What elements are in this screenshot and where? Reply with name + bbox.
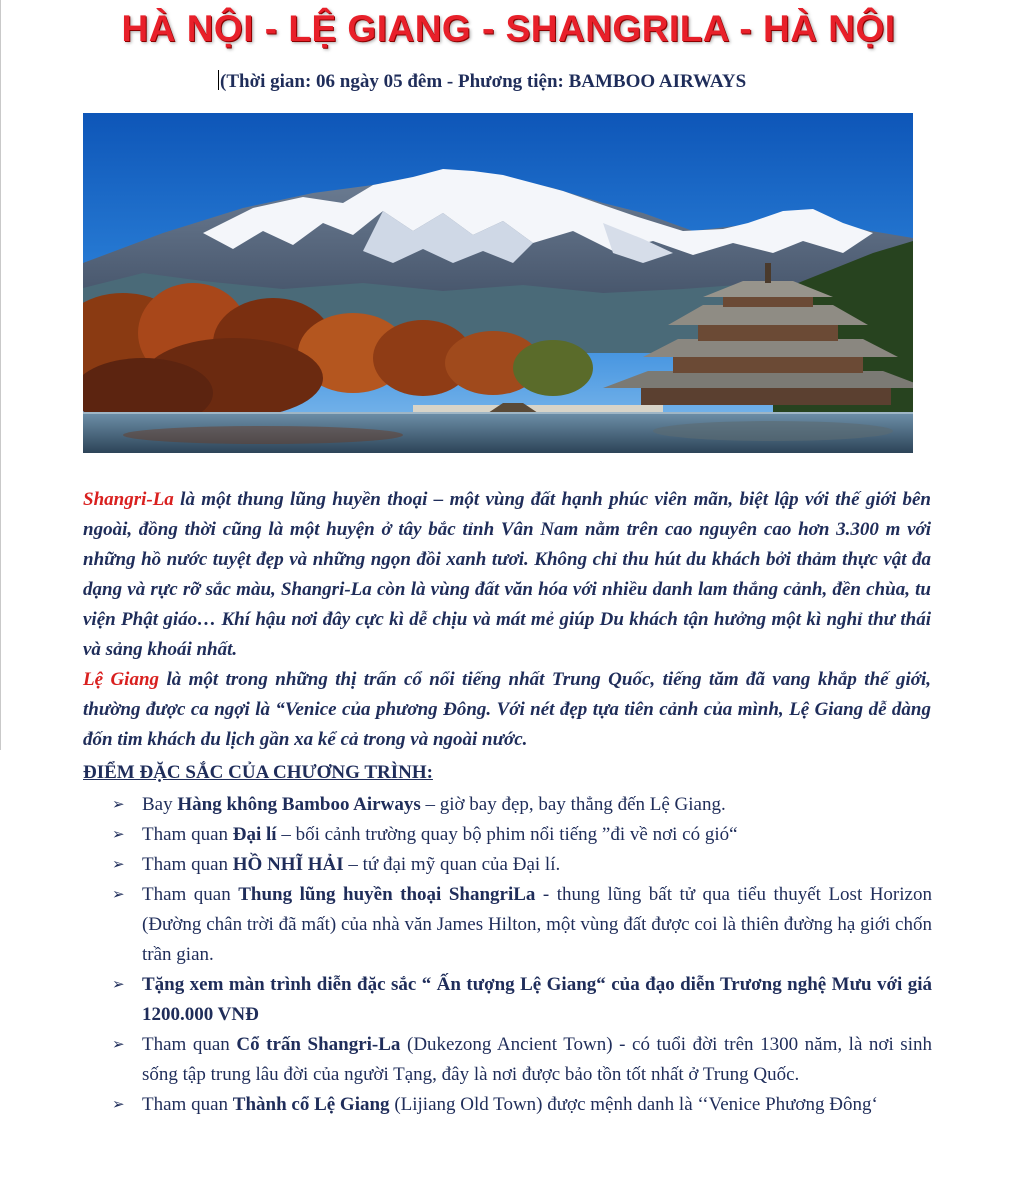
list-item: ➢ Tham quan Thành cổ Lệ Giang (Lijiang Old Town) được mệnh danh là ‘‘Venice Phương Đông‘: [112, 1090, 932, 1120]
tour-subtitle: [218, 70, 746, 93]
arrow-bullet-icon: ➢: [112, 797, 125, 813]
list-item: ➢ Bay Hàng không Bamboo Airways – giờ bay đẹp, bay thẳng đến Lệ Giang.: [112, 790, 932, 820]
tour-title: HÀ NỘI - LỆ GIANG - SHANGRILA - HÀ NỘI: [121, 8, 896, 49]
arrow-bullet-icon: ➢: [112, 1097, 125, 1113]
list-item: ➢ Tặng xem màn trình diễn đặc sắc “ Ấn tượng Lệ Giang“ của đạo diễn Trương nghệ Mưu với giá 1200.000 VNĐ: [112, 970, 932, 1030]
arrow-bullet-icon: ➢: [112, 887, 125, 903]
subtitle-text: (Thời gian: 06 ngày 05 đêm - Phương tiện: BAMBOO AIRWAYS: [220, 71, 747, 92]
arrow-bullet-icon: ➢: [112, 1037, 125, 1053]
list-item: ➢ Tham quan Đại lí – bối cảnh trường quay bộ phim nổi tiếng ”đi về nơi có gió“: [112, 820, 932, 850]
list-item: ➢ Tham quan Thung lũng huyền thoại ShangriLa - thung lũng bất tử qua tiểu thuyết Lost Horizon (Đường chân trời đã mất) của nhà văn James Hilton, một vùng đất được coi là thiên đường hạ giới chốn trần gian.: [112, 880, 932, 970]
lijiang-name: Lệ Giang: [83, 669, 160, 690]
arrow-bullet-icon: ➢: [112, 977, 125, 993]
intro-paragraph-lijiang: [83, 665, 931, 755]
shangrila-description: là một thung lũng huyền thoại – một vùng đất hạnh phúc viên mãn, biệt lập với thế giới bên ngoài, đồng thời cũng là một huyện ở tây bắc tỉnh Vân Nam nằm trên cao nguyên cao hơn 3.300 m với những hồ nước tuyệt đẹp và những ngọn đồi xanh tươi. Không chỉ thu hút du khách bởi thảm thực vật đa dạng và rực rỡ sắc màu, Shangri-La còn là vùng đất văn hóa với nhiều danh lam thắng cảnh, đền chùa, tu viện Phật giáo… Khí hậu nơi đây cực kì dễ chịu và mát mẻ giúp Du khách tận hưởng một kì nghỉ thư thái và sảng khoái nhất.: [83, 489, 931, 660]
lijiang-description: là một trong những thị trấn cổ nổi tiếng nhất Trung Quốc, tiếng tăm đã vang khắp thế giới, thường được ca ngợi là “Venice của phương Đông. Với nét đẹp tựa tiên cảnh của mình, Lệ Giang dễ dàng đốn tim khách du lịch gần xa kể cả trong và ngoài nước.: [83, 669, 932, 750]
highlights-list: [112, 790, 932, 1120]
list-item: ➢ Tham quan HỒ NHĨ HẢI – tứ đại mỹ quan của Đại lí.: [112, 850, 932, 880]
page-margin-line: [0, 0, 1, 750]
list-item: ➢ Tham quan Cổ trấn Shangri-La (Dukezong Ancient Town) - có tuổi đời trên 1300 năm, là nơi sinh sống tập trung lâu đời của người Tạng, đây là nơi được bảo tồn tốt nhất ở Trung Quốc.: [112, 1030, 932, 1090]
arrow-bullet-icon: ➢: [112, 827, 125, 843]
shangrila-name: Shangri-La: [83, 489, 174, 510]
intro-paragraph-shangrila: [83, 485, 931, 665]
snow-mountain-pagoda-lake-photo: [83, 113, 913, 453]
text-cursor: [218, 70, 219, 90]
hero-photo: [83, 113, 913, 453]
arrow-bullet-icon: ➢: [112, 857, 125, 873]
intro-section: [83, 485, 931, 755]
highlights-heading: ĐIỂM ĐẶC SẮC CỦA CHƯƠNG TRÌNH:: [83, 762, 433, 783]
